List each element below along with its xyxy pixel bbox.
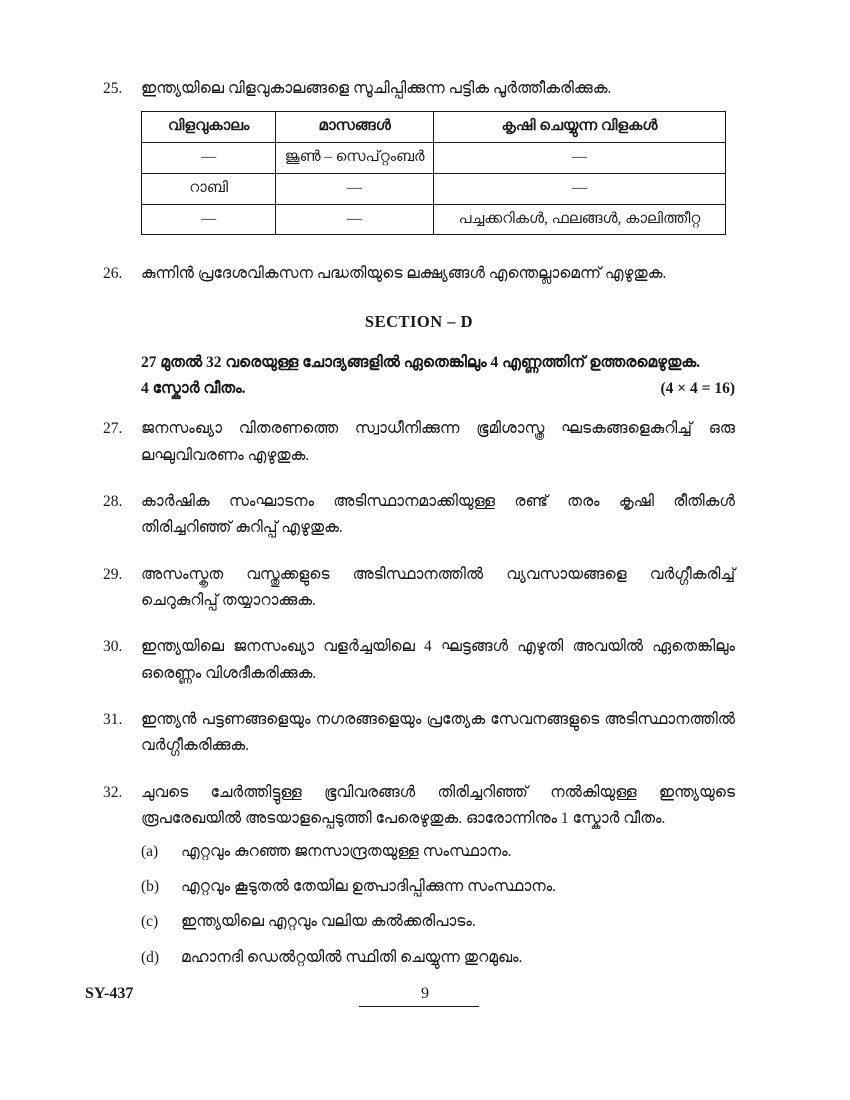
sub-option-a <box>141 839 735 865</box>
question-30 <box>103 634 735 687</box>
sub-option-d <box>141 945 735 971</box>
paper-code: SY-437 <box>85 985 134 1002</box>
question-number: 30. <box>103 638 123 656</box>
table-cell: — <box>276 204 434 235</box>
crop-seasons-table <box>141 111 726 235</box>
question-31 <box>103 707 735 760</box>
question-text: കാർഷിക സംഘാടനം അടിസ്ഥാനമാക്കിയുള്ള രണ്ട് തരം കൃഷി രീതികൾ തിരിച്ചറിഞ്ഞ് കുറിപ്പ് എഴുതുക. <box>141 493 735 537</box>
sub-option-text: ഇന്ത്യയിലെ എറ്റവും വലിയ കൽക്കരിപാടം. <box>181 913 476 931</box>
question-26 <box>103 261 735 287</box>
section-instruction <box>141 350 735 403</box>
question-body <box>141 76 735 241</box>
sub-option-label: (b) <box>141 877 160 895</box>
marks-scheme: (4 × 4 = 16) <box>660 380 735 398</box>
sub-option-label: (c) <box>141 913 159 931</box>
question-text: ചുവടെ ചേർത്തിട്ടുള്ള ഭൂവിവരങ്ങൾ തിരിച്ചറിഞ്ഞ് നൽകിയുള്ള ഇന്ത്യയുടെ രൂപരേഖയിൽ അടയാളപ്പെടുത്തി പേരെഴുതുക. ഓരോന്നിനും 1 സ്കോർ വീതം. <box>141 783 735 828</box>
instruction-line-2 <box>141 376 735 402</box>
question-text: ജനസംഖ്യാ വിതരണത്തെ സ്വാധീനിക്കുന്ന ഭൂമിശാസ്ത്ര ഘടകങ്ങളെകുറിച്ച് ഒരു ലഘുവിവരണം എഴുതുക. <box>141 420 735 464</box>
sub-option-text: മഹാനദി ഡെൽറ്റയിൽ സ്ഥിതി ചെയ്യുന്ന തുറമുഖം. <box>181 948 523 966</box>
question-text: അസംസ്കൃത വസ്തുക്കളുടെ അടിസ്ഥാനത്തിൽ വ്യവസായങ്ങളെ വർഗ്ഗീകരിച്ച് ചെറുകുറിപ്പ് തയ്യാറാക്കുക. <box>141 565 735 610</box>
instruction-score-note: 4 സ്കോർ വീതം. <box>141 380 246 398</box>
sub-option-b <box>141 874 735 900</box>
question-number: 32. <box>103 783 123 801</box>
sub-option-c <box>141 909 735 935</box>
table-cell: — <box>276 173 434 204</box>
question-number: 26. <box>103 265 123 283</box>
table-header-months: മാസങ്ങൾ <box>276 112 434 143</box>
sub-option-text: എറ്റവും കുറഞ്ഞ ജനസാന്ദ്രതയുള്ള സംസ്ഥാനം. <box>181 842 512 860</box>
question-32 <box>103 780 735 980</box>
question-27 <box>103 416 735 469</box>
question-text: ഇന്ത്യയിലെ വിളവുകാലങ്ങളെ സൂചിപ്പിക്കുന്ന പട്ടിക പൂർത്തീകരിക്കുക. <box>141 80 612 97</box>
page-number: 9 <box>421 985 429 1002</box>
instruction-line-1: 27 മുതൽ 32 വരെയുള്ള ചോദ്യങ്ങളിൽ ഏതെങ്കിലും 4 എണ്ണത്തിന് ഉത്തരമെഴുതുക. <box>141 353 701 371</box>
table-cell: — <box>142 143 276 174</box>
question-body <box>141 780 735 980</box>
table-cell: — <box>433 173 725 204</box>
question-sub-options <box>141 839 735 971</box>
table-cell: ജൂൺ – സെപ്റ്റംബർ <box>276 143 434 174</box>
question-text: ഇന്ത്യയിലെ ജനസംഖ്യാ വളർച്ചയിലെ 4 ഘട്ടങ്ങൾ എഴുതി അവയിൽ ഏതെങ്കിലും ഒരെണ്ണം വിശദീകരിക്കുക. <box>141 638 735 682</box>
question-number: 25. <box>103 80 123 97</box>
question-number: 29. <box>103 565 123 583</box>
table-cell: — <box>142 204 276 235</box>
table-header-row <box>142 112 726 143</box>
table-header-crops: കൃഷി ചെയ്യുന്ന വിളകൾ <box>433 112 725 143</box>
question-29 <box>103 562 735 615</box>
question-text: കുന്നിൻ പ്രദേശവികസന പദ്ധതിയുടെ ലക്ഷ്യങ്ങൾ എന്തെല്ലാമെന്ന് എഴുതുക. <box>141 265 667 283</box>
table-cell: പച്ചക്കറികൾ, ഫലങ്ങൾ, കാലിത്തീറ്റ <box>433 204 725 235</box>
table-row <box>142 173 726 204</box>
sub-option-text: എറ്റവും കൂടുതൽ തേയില ഉത്പാദിപ്പിക്കുന്ന സംസ്ഥാനം. <box>181 877 556 895</box>
table-header-season: വിളവുകാലം <box>142 112 276 143</box>
table-cell: — <box>433 143 725 174</box>
section-heading: SECTION – D <box>364 311 474 331</box>
table-cell: റാബി <box>142 173 276 204</box>
question-number: 28. <box>103 493 123 511</box>
question-number: 27. <box>103 420 123 438</box>
table-row <box>142 143 726 174</box>
question-28 <box>103 489 735 542</box>
page-footer <box>0 985 850 1009</box>
sub-option-label: (a) <box>141 842 159 860</box>
question-text: ഇന്ത്യൻ പട്ടണങ്ങളെയും നഗരങ്ങളെയും പ്രത്യേക സേവനങ്ങളുടെ അടിസ്ഥാനത്തിൽ വർഗ്ഗീകരിക്കുക. <box>141 711 735 755</box>
sub-option-label: (d) <box>141 948 160 966</box>
question-25 <box>103 76 735 241</box>
table-row <box>142 204 726 235</box>
question-number: 31. <box>103 711 123 729</box>
